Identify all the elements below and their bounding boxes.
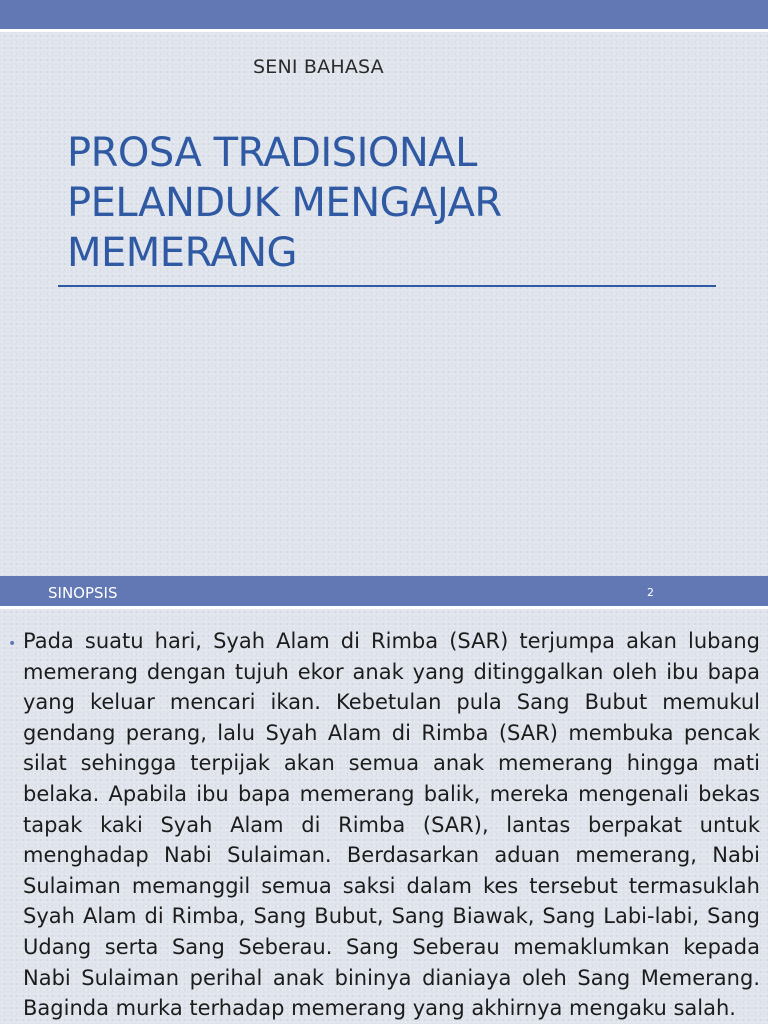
- slide-title: [67, 128, 717, 278]
- title-line-1: PROSA TRADISIONAL: [67, 130, 477, 176]
- header-divider: [0, 606, 768, 609]
- page-number: 2: [647, 586, 654, 599]
- title-line-2: PELANDUK MENGAJAR: [67, 180, 502, 226]
- top-bar: [0, 0, 768, 29]
- title-line-3: MEMERANG: [67, 230, 298, 276]
- header-title: SINOPSIS: [48, 584, 118, 602]
- top-bar-divider: [0, 29, 768, 32]
- synopsis-body: Pada suatu hari, Syah Alam di Rimba (SAR) terjumpa akan lubang memerang dengan tujuh ekor anak yang ditinggalkan oleh ibu bapa yang keluar mencari ikan. Kebetulan pula Sang Bubut memukul gendang perang, lalu Syah Alam di Rimba (SAR) membuka pencak silat sehingga terpijak akan semua anak memerang hingga mati belaka. Apabila ibu bapa memerang balik, mereka mengenali bekas tapak kaki Syah Alam di Rimba (SAR), lantas berpakat untuk menghadap Nabi Sulaiman. Berdasarkan aduan memerang, Nabi Sulaiman memanggil semua saksi dalam kes tersebut termasuklah Syah Alam di Rimba, Sang Bubut, Sang Biawak, Sang Labi-labi, Sang Udang serta Sang Seberau. Sang Seberau memaklumkan kepada Nabi Sulaiman perihal anak bininya dianiaya oleh Sang Memerang. Baginda murka terhadap memerang yang akhirnya mengaku salah.: [23, 629, 760, 1021]
- bullet-icon: •: [8, 636, 17, 652]
- synopsis-slide: [0, 576, 768, 1024]
- slide-subtitle: SENI BAHASA: [253, 56, 384, 78]
- title-underline: [58, 285, 716, 287]
- header-bar: [0, 576, 768, 606]
